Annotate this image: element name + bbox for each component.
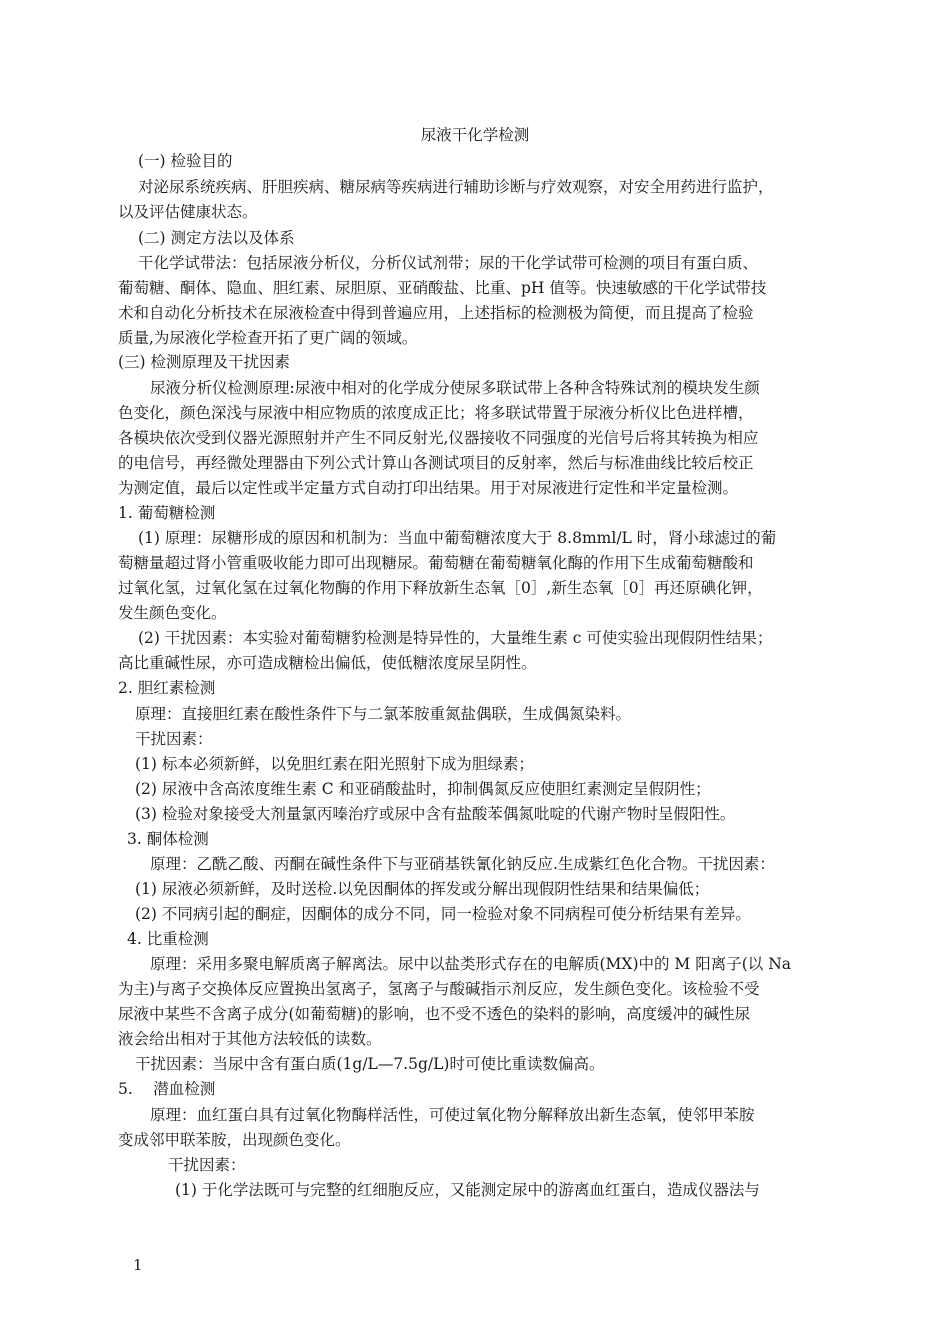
paragraph-line: 质量,为尿液化学检查开拓了更广阔的领域。 xyxy=(118,329,418,347)
section-heading-method: (二) 测定方法以及体系 xyxy=(138,229,295,247)
section-heading-principle: (三) 检测原理及干扰因素 xyxy=(118,353,291,371)
paragraph-line: 葡萄糖、酮体、隐血、胆红素、尿胆原、亚硝酸盐、比重、pH 值等。快速敏感的干化学试带技 xyxy=(118,279,767,297)
paragraph-line: 萄糖量超过肾小管重吸收能力即可出现糖尿。葡萄糖在葡萄糖氧化酶的作用下生成葡萄糖酸和 xyxy=(118,554,754,572)
paragraph-line: 过氧化氢，过氧化氢在过氧化物酶的作用下释放新生态氧［0］,新生态氧［0］再还原碘化钾， xyxy=(118,579,763,597)
paragraph-line: 为主)与离子交换体反应置换出氢离子，氢离子与酸碱指示剂反应，发生颜色变化。该检验不受 xyxy=(118,980,760,998)
paragraph-line: 高比重碱性尿，亦可造成糖检出偏低，使低糖浓度尿呈阴性。 xyxy=(118,654,537,672)
subheading-glucose: 1. 葡萄糖检测 xyxy=(118,504,216,522)
paragraph-line: 原理：采用多聚电解质离子解离法。尿中以盐类形式存在的电解质(MX)中的 M 阳离子(以 Na xyxy=(150,955,792,973)
paragraph-line: 的电信号，再经微处理器由下列公式计算山各测试项目的反射率，然后与标准曲线比较后校正 xyxy=(118,454,754,472)
paragraph-line: 干扰因素： xyxy=(168,1156,246,1174)
paragraph-line: 液会给出相对于其他方法较低的读数。 xyxy=(118,1030,382,1048)
paragraph-line: (2) 干扰因素：本实验对葡萄糖豹检测是特异性的，大量维生素 c 可使实验出现假阴性结果； xyxy=(138,629,773,647)
paragraph-line: (3) 检验对象接受大剂量氯丙嗪治疗或尿中含有盐酸苯偶氮吡啶的代谢产物时呈假阳性。 xyxy=(135,805,736,823)
paragraph-line: 干扰因素： xyxy=(135,730,213,748)
paragraph-line: 干扰因素：当尿中含有蛋白质(1g/L—7.5g/L)时可使比重读数偏高。 xyxy=(135,1055,605,1073)
paragraph-line: 发生颜色变化。 xyxy=(118,604,227,622)
paragraph-line: (1) 标本必须新鲜，以免胆红素在阳光照射下成为胆绿素； xyxy=(135,755,534,773)
paragraph-line: (2) 尿液中含高浓度维生素 C 和亚硝酸盐时，抑制偶氮反应使胆红素测定呈假阴性； xyxy=(135,780,711,798)
subheading-ketone: 3. 酮体检测 xyxy=(127,830,209,848)
paragraph-line: (1) 尿液必须新鲜，及时送检.以免因酮体的挥发或分解出现假阴性结果和结果偏低； xyxy=(135,880,710,898)
paragraph-line: (2) 不同病引起的酮症，因酮体的成分不同，同一检验对象不同病程可使分析结果有差异。 xyxy=(135,905,751,923)
paragraph-line: 原理：直接胆红素在酸性条件下与二氯苯胺重氮盐偶联，生成偶氮染料。 xyxy=(135,705,632,723)
paragraph-line: 原理：乙酰乙酸、丙酮在碱性条件下与亚硝基铁氰化钠反应.生成紫红色化合物。干扰因素： xyxy=(150,855,775,873)
document-title: 尿液干化学检测 xyxy=(420,126,530,144)
subheading-occult-blood: 5. 潜血检测 xyxy=(118,1080,216,1098)
paragraph-line: (1) 原理：尿糖形成的原因和机制为：当血中葡萄糖浓度大于 8.8mml/L 时，肾小球滤过的葡 xyxy=(138,529,777,547)
paragraph-line: (1) 于化学法既可与完整的红细胞反应，又能测定尿中的游离血红蛋白，造成仪器法与 xyxy=(175,1181,760,1199)
paragraph-line: 变成邻甲联苯胺，出现颜色变化。 xyxy=(118,1131,351,1149)
subheading-specific-gravity: 4. 比重检测 xyxy=(127,930,209,948)
paragraph-line: 原理：血红蛋白具有过氧化物酶样活性，可使过氧化物分解释放出新生态氧，使邻甲苯胺 xyxy=(150,1106,755,1124)
paragraph-line: 尿液中某些不含离子成分(如葡萄糖)的影响，也不受不透色的染料的影响，高度缓冲的碱性尿 xyxy=(118,1005,751,1023)
paragraph-line: 术和自动化分析技术在尿液检查中得到普遍应用，上述指标的检测极为简便，而且提高了检验 xyxy=(118,304,754,322)
paragraph-line: 为测定值，最后以定性或半定量方式自动打印出结果。用于对尿液进行定性和半定量检测。 xyxy=(118,479,739,497)
subheading-bilirubin: 2. 胆红素检测 xyxy=(118,679,216,697)
paragraph-line: 对泌尿系统疾病、肝胆疾病、糖尿病等疾病进行辅助诊断与疗效观察，对安全用药进行监护， xyxy=(138,178,774,196)
page-number: 1 xyxy=(133,1256,143,1274)
section-heading-purpose: (一) 检验目的 xyxy=(138,152,233,170)
paragraph-line: 色变化，颜色深浅与尿液中相应物质的浓度成正比；将多联试带置于尿液分析仪比色进样槽， xyxy=(118,404,754,422)
paragraph-line: 以及评估健康状态。 xyxy=(118,203,258,221)
paragraph-line: 尿液分析仪检测原理:尿液中相对的化学成分使尿多联试带上各种含特殊试剂的模块发生颜 xyxy=(150,379,760,397)
paragraph-line: 各模块依次受到仪器光源照射并产生不同反射光,仪器接收不同强度的光信号后将其转换为相应 xyxy=(118,429,759,447)
paragraph-line: 干化学试带法：包括尿液分析仪，分析仪试剂带；尿的干化学试带可检测的项目有蛋白质、 xyxy=(138,254,759,272)
